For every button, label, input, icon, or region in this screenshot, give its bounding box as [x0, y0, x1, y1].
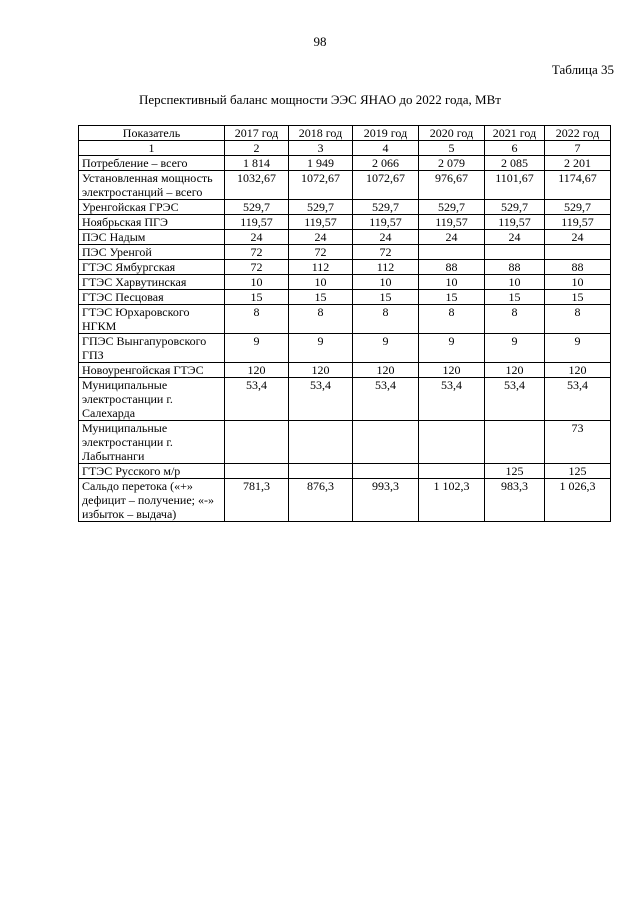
column-number: 5 [419, 141, 485, 156]
table-row [79, 464, 611, 479]
row-label: ГТЭС Песцовая [79, 290, 225, 305]
row-label: Ноябрьская ПГЭ [79, 215, 225, 230]
table-cell [353, 421, 419, 464]
column-header: 2022 год [545, 126, 611, 141]
row-label: ГТЭС Юрхаровского НГКМ [79, 305, 225, 334]
table-row [79, 479, 611, 522]
table-cell [419, 464, 485, 479]
row-label: ГТЭС Русского м/р [79, 464, 225, 479]
table-cell: 53,4 [545, 378, 611, 421]
table-cell: 529,7 [225, 200, 289, 215]
table-row [79, 156, 611, 171]
table-cell: 1072,67 [289, 171, 353, 200]
row-label: Муниципальные электростанции г. Лабытнанги [79, 421, 225, 464]
table-cell: 88 [545, 260, 611, 275]
table-cell: 53,4 [289, 378, 353, 421]
table-cell: 1 949 [289, 156, 353, 171]
table-cell: 2 066 [353, 156, 419, 171]
table-cell: 10 [289, 275, 353, 290]
column-number: 6 [485, 141, 545, 156]
table-label: Таблица 35 [551, 62, 614, 77]
row-label: Новоуренгойская ГТЭС [79, 363, 225, 378]
table-cell: 9 [225, 334, 289, 363]
table-cell: 53,4 [485, 378, 545, 421]
table-cell: 15 [225, 290, 289, 305]
table-cell: 119,57 [289, 215, 353, 230]
table-cell: 125 [545, 464, 611, 479]
table-cell [225, 464, 289, 479]
table-cell: 8 [289, 305, 353, 334]
row-label: ГТЭС Ямбургская [79, 260, 225, 275]
table-cell: 112 [289, 260, 353, 275]
table-row [79, 200, 611, 215]
table-cell: 9 [289, 334, 353, 363]
table-cell [289, 464, 353, 479]
table-cell [419, 421, 485, 464]
table-cell: 120 [289, 363, 353, 378]
row-label: Уренгойская ГРЭС [79, 200, 225, 215]
table-cell: 24 [289, 230, 353, 245]
table-cell: 72 [225, 260, 289, 275]
column-number: 4 [353, 141, 419, 156]
column-header: 2020 год [419, 126, 485, 141]
table-cell: 119,57 [225, 215, 289, 230]
table-cell: 24 [419, 230, 485, 245]
row-label: Установленная мощность электростанций – всего [79, 171, 225, 200]
table-cell: 72 [225, 245, 289, 260]
column-number: 3 [289, 141, 353, 156]
table-cell: 10 [485, 275, 545, 290]
table-cell: 983,3 [485, 479, 545, 522]
table-cell: 15 [545, 290, 611, 305]
row-label: Сальдо перетока («+» дефицит – получение; «-» избыток – выдача) [79, 479, 225, 522]
table-row [79, 215, 611, 230]
column-header: 2017 год [225, 126, 289, 141]
table-row [79, 378, 611, 421]
table-cell: 88 [485, 260, 545, 275]
table-cell: 24 [485, 230, 545, 245]
table-cell: 10 [419, 275, 485, 290]
table-caption: Перспективный баланс мощности ЭЭС ЯНАО до 2022 года, МВт [139, 92, 501, 107]
table-row [79, 171, 611, 200]
table-cell: 119,57 [485, 215, 545, 230]
row-label: ГПЭС Вынгапуровского ГПЗ [79, 334, 225, 363]
column-header: 2019 год [353, 126, 419, 141]
table-cell: 72 [289, 245, 353, 260]
table-cell [225, 421, 289, 464]
table-cell: 120 [545, 363, 611, 378]
table-cell: 119,57 [419, 215, 485, 230]
table-cell: 529,7 [419, 200, 485, 215]
table-cell: 10 [545, 275, 611, 290]
table-cell: 53,4 [353, 378, 419, 421]
column-number: 7 [545, 141, 611, 156]
table-cell: 24 [545, 230, 611, 245]
table-cell: 2 201 [545, 156, 611, 171]
column-number: 1 [79, 141, 225, 156]
table-cell: 10 [225, 275, 289, 290]
table-cell: 8 [545, 305, 611, 334]
table-cell: 119,57 [353, 215, 419, 230]
table-cell: 529,7 [545, 200, 611, 215]
table-cell: 120 [353, 363, 419, 378]
table-cell: 8 [353, 305, 419, 334]
table-cell: 15 [289, 290, 353, 305]
table-row [79, 363, 611, 378]
table-cell: 120 [419, 363, 485, 378]
column-number-row [79, 141, 611, 156]
table-cell: 24 [353, 230, 419, 245]
power-balance-table [78, 125, 611, 522]
table-cell: 8 [485, 305, 545, 334]
table-cell: 88 [419, 260, 485, 275]
table-cell [485, 421, 545, 464]
page-number: 98 [313, 34, 327, 49]
table-cell: 73 [545, 421, 611, 464]
table-cell: 1101,67 [485, 171, 545, 200]
table-cell: 1 102,3 [419, 479, 485, 522]
table-cell: 993,3 [353, 479, 419, 522]
row-label: ГТЭС Харвутинская [79, 275, 225, 290]
table-cell: 876,3 [289, 479, 353, 522]
table-cell: 112 [353, 260, 419, 275]
table-cell: 9 [419, 334, 485, 363]
table-cell: 9 [545, 334, 611, 363]
table-row [79, 245, 611, 260]
table-cell: 529,7 [289, 200, 353, 215]
table-cell: 1072,67 [353, 171, 419, 200]
column-header: 2018 год [289, 126, 353, 141]
table-cell: 2 085 [485, 156, 545, 171]
table-cell: 9 [353, 334, 419, 363]
table-cell: 120 [225, 363, 289, 378]
table-row [79, 421, 611, 464]
table-cell: 15 [485, 290, 545, 305]
table-cell [545, 245, 611, 260]
row-label: ПЭС Уренгой [79, 245, 225, 260]
table-row [79, 305, 611, 334]
table-row [79, 334, 611, 363]
table-cell [353, 464, 419, 479]
table-cell: 8 [225, 305, 289, 334]
column-header: Показатель [79, 126, 225, 141]
table-cell: 15 [419, 290, 485, 305]
table-row [79, 260, 611, 275]
row-label: ПЭС Надым [79, 230, 225, 245]
table-header-row [79, 126, 611, 141]
row-label: Муниципальные электростанции г. Салехарда [79, 378, 225, 421]
table-cell: 1 814 [225, 156, 289, 171]
table-cell [289, 421, 353, 464]
table-cell: 53,4 [225, 378, 289, 421]
table-cell: 9 [485, 334, 545, 363]
table-row [79, 275, 611, 290]
table-cell: 72 [353, 245, 419, 260]
table-cell: 15 [353, 290, 419, 305]
table-cell: 8 [419, 305, 485, 334]
table-cell: 529,7 [485, 200, 545, 215]
table-cell [419, 245, 485, 260]
column-number: 2 [225, 141, 289, 156]
table-cell: 781,3 [225, 479, 289, 522]
table-cell [485, 245, 545, 260]
table-cell: 976,67 [419, 171, 485, 200]
table-cell: 53,4 [419, 378, 485, 421]
column-header: 2021 год [485, 126, 545, 141]
table-row [79, 230, 611, 245]
table-cell: 1032,67 [225, 171, 289, 200]
row-label: Потребление – всего [79, 156, 225, 171]
table-cell: 119,57 [545, 215, 611, 230]
table-cell: 24 [225, 230, 289, 245]
table-cell: 120 [485, 363, 545, 378]
table-cell: 10 [353, 275, 419, 290]
table-cell: 1174,67 [545, 171, 611, 200]
table-cell: 125 [485, 464, 545, 479]
table-cell: 2 079 [419, 156, 485, 171]
table-cell: 529,7 [353, 200, 419, 215]
table-row [79, 290, 611, 305]
table-cell: 1 026,3 [545, 479, 611, 522]
